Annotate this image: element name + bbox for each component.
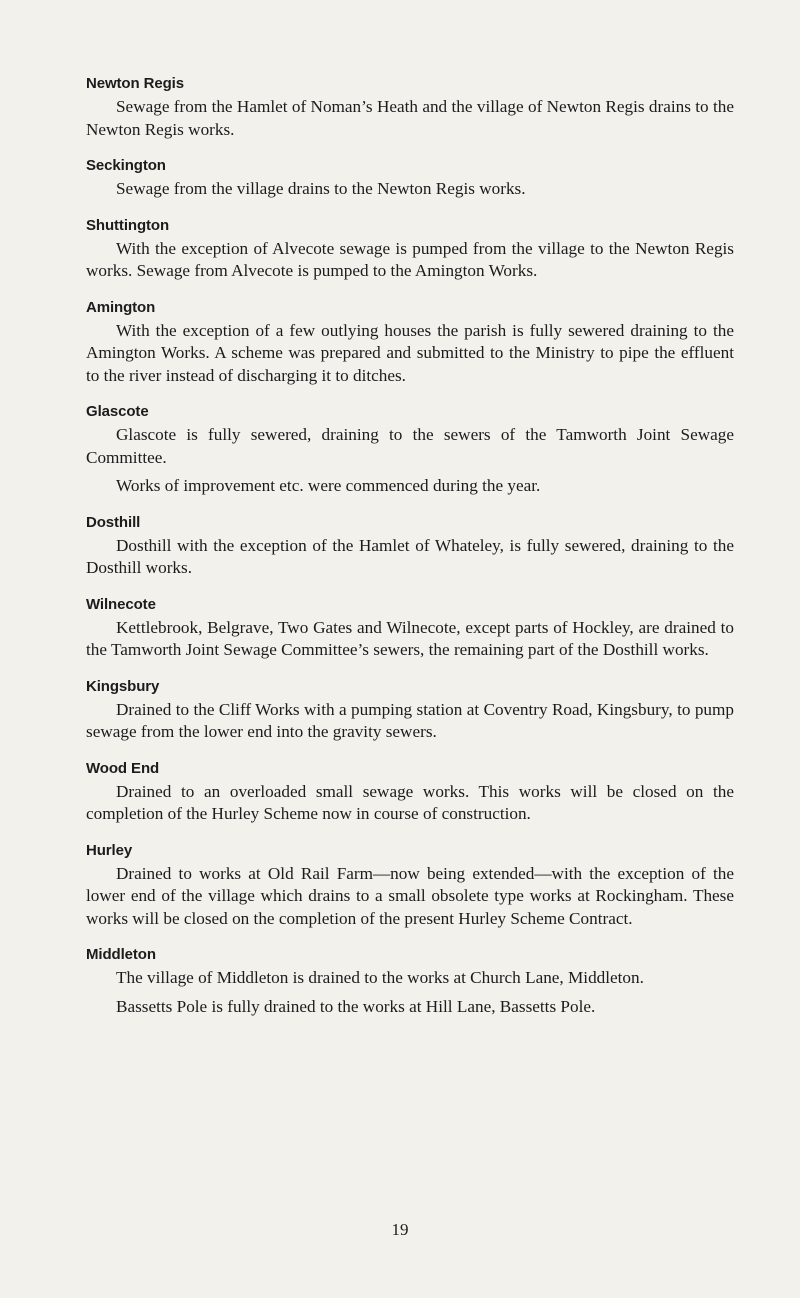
section-paragraph: Bassetts Pole is fully drained to the works at Hill Lane, Bassetts Pole. [116, 996, 596, 1016]
section-paragraph: Glascote is fully sewered, draining to the sewers of the Tamworth Joint Sewage Committee. [86, 425, 734, 467]
section-paragraph: Drained to the Cliff Works with a pumping station at Coventry Road, Kingsbury, to pump sewage from the lower end into the gravity sewers. [86, 699, 734, 741]
section-heading: Wilnecote [86, 595, 156, 613]
section-shuttington [86, 216, 734, 283]
section-glascote [86, 402, 734, 498]
section-wilnecote [86, 595, 734, 662]
page-number: 19 [391, 1220, 409, 1239]
section-wood-end [86, 759, 734, 826]
section-heading: Wood End [86, 759, 160, 777]
section-paragraph: Works of improvement etc. were commenced during the year. [116, 476, 541, 495]
section-paragraph: Drained to an overloaded small sewage works. This works will be closed on the completion of the Hurley Scheme now in course of construction. [86, 781, 734, 823]
section-paragraph: Sewage from the village drains to the Newton Regis works. [116, 179, 526, 198]
section-newton-regis [86, 74, 734, 141]
section-heading: Newton Regis [86, 75, 184, 92]
section-heading: Seckington [86, 157, 166, 174]
section-amington [86, 298, 734, 388]
section-heading: Kingsbury [86, 677, 160, 695]
document-body [86, 74, 734, 1033]
section-paragraph: Kettlebrook, Belgrave, Two Gates and Wilnecote, except parts of Hockley, are drained to the Tamworth Joint Sewage Committee’s sewers, the remaining part of the Dosthill works. [86, 617, 734, 659]
section-paragraph: With the exception of Alvecote sewage is pumped from the village to the Newton Regis works. Sewage from Alvecote is pumped to the Amington Works. [86, 238, 734, 280]
section-heading: Dosthill [86, 513, 141, 531]
section-paragraph: The village of Middleton is drained to the works at Church Lane, Middleton. [116, 968, 644, 987]
section-paragraph: Drained to works at Old Rail Farm—now being extended—with the exception of the lower end of the village which drains to a small obsolete type works at Rockingham. These works will be closed on the completion of the present Hurley Scheme Contract. [86, 863, 734, 928]
section-dosthill [86, 513, 734, 580]
section-heading: Glascote [86, 403, 149, 420]
section-paragraph: Sewage from the Hamlet of Noman’s Heath and the village of Newton Regis drains to the Newton Regis works. [86, 97, 734, 139]
section-hurley [86, 841, 734, 931]
section-middleton [86, 945, 734, 1018]
section-paragraph: Dosthill with the exception of the Hamlet of Whateley, is fully sewered, draining to the Dosthill works. [86, 535, 734, 577]
section-heading: Amington [86, 298, 156, 316]
section-seckington [86, 156, 734, 201]
section-heading: Shuttington [86, 216, 170, 234]
section-kingsbury [86, 677, 734, 744]
section-paragraph: With the exception of a few outlying houses the parish is fully sewered draining to the Amington Works. A scheme was prepared and submitted to the Ministry to pipe the effluent to the river instead of discharging it to ditches. [86, 320, 734, 385]
section-heading: Middleton [86, 946, 156, 963]
section-heading: Hurley [86, 841, 133, 859]
